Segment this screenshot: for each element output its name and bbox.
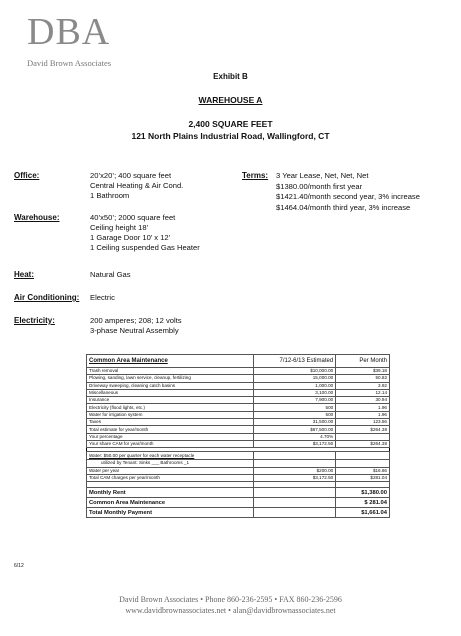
row-label: Driveway sweeping, cleaning catch basins — [87, 382, 254, 389]
table-row — [87, 411, 390, 418]
table-header-per-month: Per Month — [336, 355, 390, 368]
terms-label: Terms: — [242, 171, 269, 180]
row-label: Total CAM charges per year/month — [87, 474, 254, 481]
row-label: Your percentage — [87, 433, 254, 440]
heat-label: Heat: — [14, 270, 35, 279]
terms-line: $1380.00/month first year — [276, 181, 363, 191]
office-line: Central Heating & Air Cond. — [90, 181, 184, 190]
row-estimate: 4.70% — [254, 433, 336, 440]
row-per-month: 12.14 — [336, 389, 390, 396]
footer-contact: David Brown Associates • Phone 860-236-2595 • FAX 860-236-2596 — [119, 595, 342, 604]
row-estimate: $10,000.00 — [254, 368, 336, 375]
row-label: Miscellaneous — [87, 389, 254, 396]
warehouse-line: 1 Garage Door 10’ x 12’ — [90, 233, 171, 242]
row-label: Trash removal — [87, 368, 254, 375]
summary-row — [87, 508, 390, 518]
terms-details — [276, 171, 420, 213]
square-feet: 2,400 SQUARE FEET — [188, 119, 273, 129]
row-estimate: 1,000.00 — [254, 382, 336, 389]
row-label: Water per year — [87, 467, 254, 474]
footer-web: www.davidbrownassociates.net • alan@davidbrownassociates.net — [125, 606, 336, 615]
table-row — [87, 375, 390, 382]
table-row — [87, 382, 390, 389]
terms-line: $1421.40/month second year, 3% increase — [276, 192, 420, 201]
table-row — [87, 404, 390, 411]
warehouse-line: 40’x50’; 2000 square feet — [90, 213, 176, 222]
company-logo: DBA — [27, 11, 111, 53]
row-per-month: 30.94 — [336, 397, 390, 404]
water-title-row — [87, 452, 390, 460]
row-label: Electricity (flood lights, etc.) — [87, 404, 254, 411]
office-line: 1 Bathroom — [90, 191, 130, 200]
summary-value: $ 281.04 — [336, 498, 390, 508]
row-per-month: $264.38 — [336, 440, 390, 447]
heat-value: Natural Gas — [90, 270, 131, 279]
air-conditioning-label: Air Conditioning: — [14, 293, 80, 302]
row-per-month: $39.18 — [336, 368, 390, 375]
row-estimate: 500 — [254, 404, 336, 411]
summary-value: $1,380.00 — [336, 488, 390, 498]
row-label: Insurance — [87, 397, 254, 404]
cam-table — [86, 354, 390, 518]
row-label: Total estimate for year/month — [87, 426, 254, 433]
row-estimate: $3,172.50 — [254, 440, 336, 447]
row-per-month: 123.56 — [336, 419, 390, 426]
air-conditioning-value: Electric — [90, 293, 115, 302]
row-estimate: $67,500.00 — [254, 426, 336, 433]
table-row — [87, 389, 390, 396]
summary-label: Monthly Rent — [87, 488, 254, 498]
terms-line: $1464.04/month third year, 3% increase — [276, 202, 411, 212]
row-estimate: $200.00 — [254, 467, 336, 474]
row-estimate: 15,000.00 — [254, 375, 336, 382]
row-label: Plowing, sanding, lawn service, cleanup, fertilizing — [87, 375, 254, 382]
table-header-label: Common Area Maintenance — [87, 355, 254, 368]
table-row — [87, 426, 390, 433]
page-number: 6/12 — [14, 563, 24, 569]
terms-line: 3 Year Lease, Net, Net, Net — [276, 171, 369, 180]
electricity-details — [90, 316, 182, 336]
row-per-month: $264.38 — [336, 426, 390, 433]
summary-row — [87, 488, 390, 498]
warehouse-details — [90, 213, 200, 253]
summary-label: Total Monthly Payment — [87, 508, 254, 518]
table-row — [87, 433, 390, 440]
page-title: WAREHOUSE A — [198, 95, 263, 105]
table-header-estimated: 7/12-6/13 Estimated — [254, 355, 336, 368]
row-per-month: 1.96 — [336, 411, 390, 418]
row-estimate: 3,100.00 — [254, 389, 336, 396]
summary-row — [87, 498, 390, 508]
office-label: Office: — [14, 171, 40, 180]
row-per-month: 50.82 — [336, 375, 390, 382]
water-detail-row — [87, 460, 390, 467]
row-per-month: $281.04 — [336, 474, 390, 481]
company-name: David Brown Associates — [27, 58, 112, 68]
table-row — [87, 440, 390, 447]
office-line: 20’x20’; 400 square feet — [90, 171, 172, 180]
summary-value: $1,661.04 — [336, 508, 390, 518]
row-label: Your share CAM for year/month — [87, 440, 254, 447]
electricity-label: Electricity: — [14, 316, 55, 325]
row-per-month: $16.66 — [336, 467, 390, 474]
warehouse-line: Ceiling height 18’ — [90, 223, 149, 232]
table-row — [87, 474, 390, 481]
table-row — [87, 368, 390, 375]
water-detail: utilized by Tenant: Sinks ___ Bathrooms _1 — [87, 460, 254, 467]
row-estimate: 31,500.00 — [254, 419, 336, 426]
office-details — [90, 171, 183, 201]
summary-label: Common Area Maintenance — [87, 498, 254, 508]
row-label: Water for irrigation system — [87, 411, 254, 418]
water-title: Water: $50.00 per quarter for each water receptacle — [87, 452, 254, 460]
table-row — [87, 419, 390, 426]
table-row — [87, 467, 390, 474]
row-per-month: 1.96 — [336, 404, 390, 411]
row-estimate: 500 — [254, 411, 336, 418]
property-address: 121 North Plains Industrial Road, Wallingford, CT — [131, 131, 330, 141]
warehouse-line: 1 Ceiling suspended Gas Heater — [90, 243, 200, 252]
row-label: Taxes — [87, 419, 254, 426]
electricity-line: 3-phase Neutral Assembly — [90, 326, 179, 335]
electricity-line: 200 amperes; 208; 12 volts — [90, 316, 182, 325]
warehouse-label: Warehouse: — [14, 213, 60, 222]
row-estimate: $3,172.50 — [254, 474, 336, 481]
row-per-month: 3.92 — [336, 382, 390, 389]
row-per-month — [336, 433, 390, 440]
table-header-row — [87, 355, 390, 368]
exhibit-label: Exhibit B — [213, 72, 248, 81]
table-row — [87, 397, 390, 404]
row-estimate: 7,900.00 — [254, 397, 336, 404]
